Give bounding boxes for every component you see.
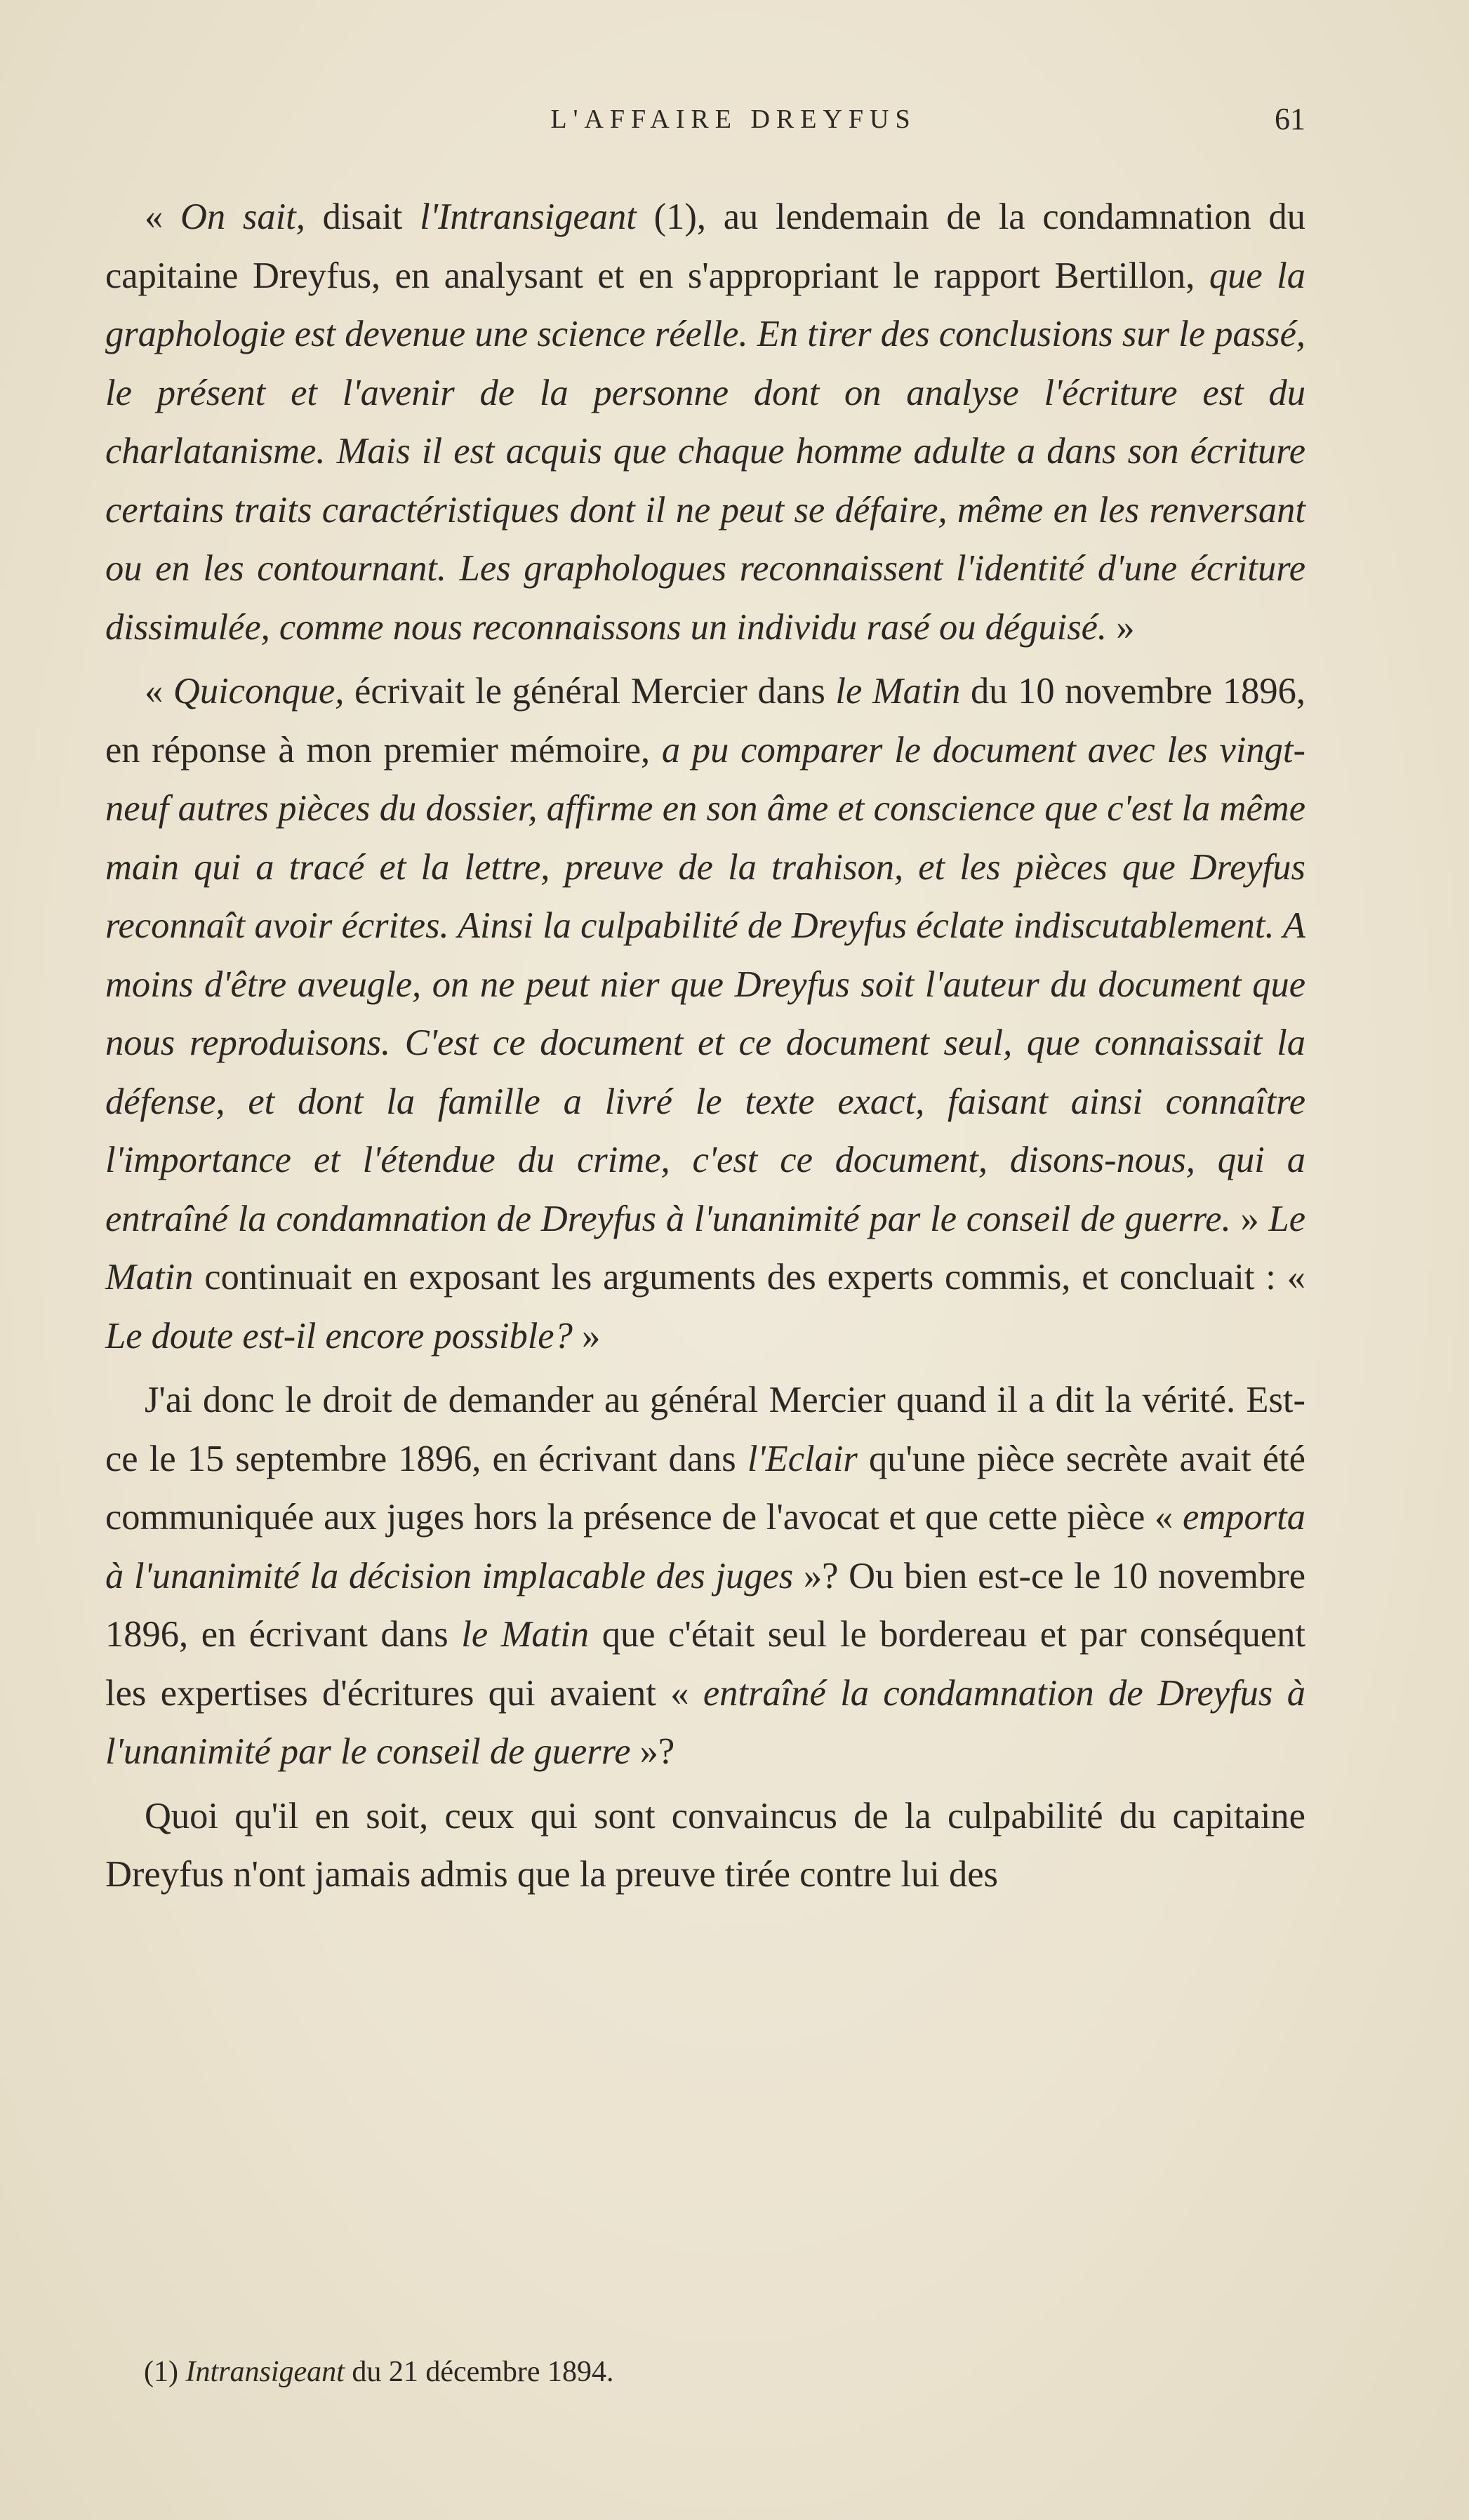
text-run: du 10 novembre 1896, en réponse à mon premier mémoire, — [105, 671, 1305, 771]
page-header — [105, 104, 1305, 146]
paragraph — [105, 662, 1305, 1366]
italic-run: Quiconque, — [173, 671, 345, 712]
italic-run: emporta à l'unanimité la décision implacable des juges — [105, 1497, 1305, 1596]
text-run: » — [572, 1315, 601, 1356]
italic-run: Le doute est-il encore possible? — [105, 1315, 573, 1356]
text-run: J'ai donc le droit de demander au général Mercier quand il a dit la vérité. Est-ce le 15 septembre 1896, en écrivant dans — [105, 1380, 1305, 1479]
page-number: 61 — [1275, 102, 1305, 136]
italic-run: Le Matin — [105, 1198, 1306, 1298]
paragraph — [105, 1787, 1305, 1905]
italic-run: que la graphologie est devenue une science réelle. En tirer des conclusions sur le passé, le présent et l'avenir de la personne dont on analyse l'écriture est du charlatanisme. Mais il est acquis que chaque homme adulte a dans son écriture certains traits caractéristiques dont il ne peut se défaire, même en les renversant ou en les contournant. Les graphologues reconnaissent l'identité d'une écriture dissimulée, comme nous reconnaissons un individu rasé ou déguisé. — [105, 255, 1305, 648]
text-run: Quoi qu'il en soit, ceux qui sont convaincus de la culpabilité du capitaine Dreyfus n'ont jamais admis que la preuve tirée contre lui des — [105, 1795, 1305, 1895]
paragraph — [105, 1371, 1305, 1782]
footnote-marker: (1) — [144, 2356, 186, 2388]
italic-run: l'Eclair — [747, 1438, 858, 1479]
text-run: »? Ou bien est-ce le 10 novembre 1896, en écrivant dans — [105, 1555, 1305, 1655]
italic-run: l'Intransigeant — [420, 196, 637, 237]
italic-run: le Matin — [835, 671, 961, 712]
body-text — [105, 188, 1305, 1910]
footnote — [144, 2354, 614, 2389]
text-run: disait — [305, 196, 420, 237]
text-run: »? — [630, 1731, 675, 1772]
running-title: L'AFFAIRE DREYFUS — [550, 105, 917, 134]
footnote-source: Intransigeant — [185, 2356, 345, 2388]
text-run: que c'était seul le bordereau et par conséquent les expertises d'écritures qui avaient « — [105, 1614, 1306, 1714]
text-run: « — [145, 671, 173, 712]
text-run: écrivait le général Mercier dans — [344, 671, 836, 712]
italic-run: a pu comparer le document avec les vingt-neuf autres pièces du dossier, affirme en son âme et conscience que c'est la même main qui a tracé et la lettre, preuve de la trahison, et les pièces que Dreyfus reconnaît avoir écrites. Ainsi la culpabilité de Dreyfus éclate indiscutablement. A moins d'être aveugle, on ne peut nier que Dreyfus soit l'auteur du document que nous reproduisons. C'est ce document et ce document seul, que connaissait la défense, et dont la famille a livré le texte exact, faisant ainsi connaître l'importance et l'étendue du crime, c'est ce document, disons-nous, qui a entraîné la condamnation de Dreyfus à l'unanimité par le conseil de guerre. — [105, 729, 1305, 1239]
footnote-text: du 21 décembre 1894. — [344, 2356, 614, 2388]
text-run: qu'une pièce secrète avait été communiquée aux juges hors la présence de l'avocat et que cette pièce « — [105, 1438, 1305, 1538]
text-run: continuait en exposant les arguments des experts commis, et concluait : « — [193, 1257, 1305, 1298]
text-run: » — [1230, 1198, 1269, 1239]
italic-run: On sait, — [180, 196, 305, 237]
text-run: « — [145, 196, 180, 237]
italic-run: le Matin — [461, 1614, 590, 1655]
paragraph — [105, 188, 1305, 657]
text-run: (1), au lendemain de la condamnation du capitaine Dreyfus, en analysant et en s'appropriant le rapport Bertillon, — [105, 196, 1305, 296]
italic-run: entraîné la condamnation de Dreyfus à l'unanimité par le conseil de guerre — [105, 1672, 1305, 1772]
text-run: » — [1107, 606, 1135, 648]
